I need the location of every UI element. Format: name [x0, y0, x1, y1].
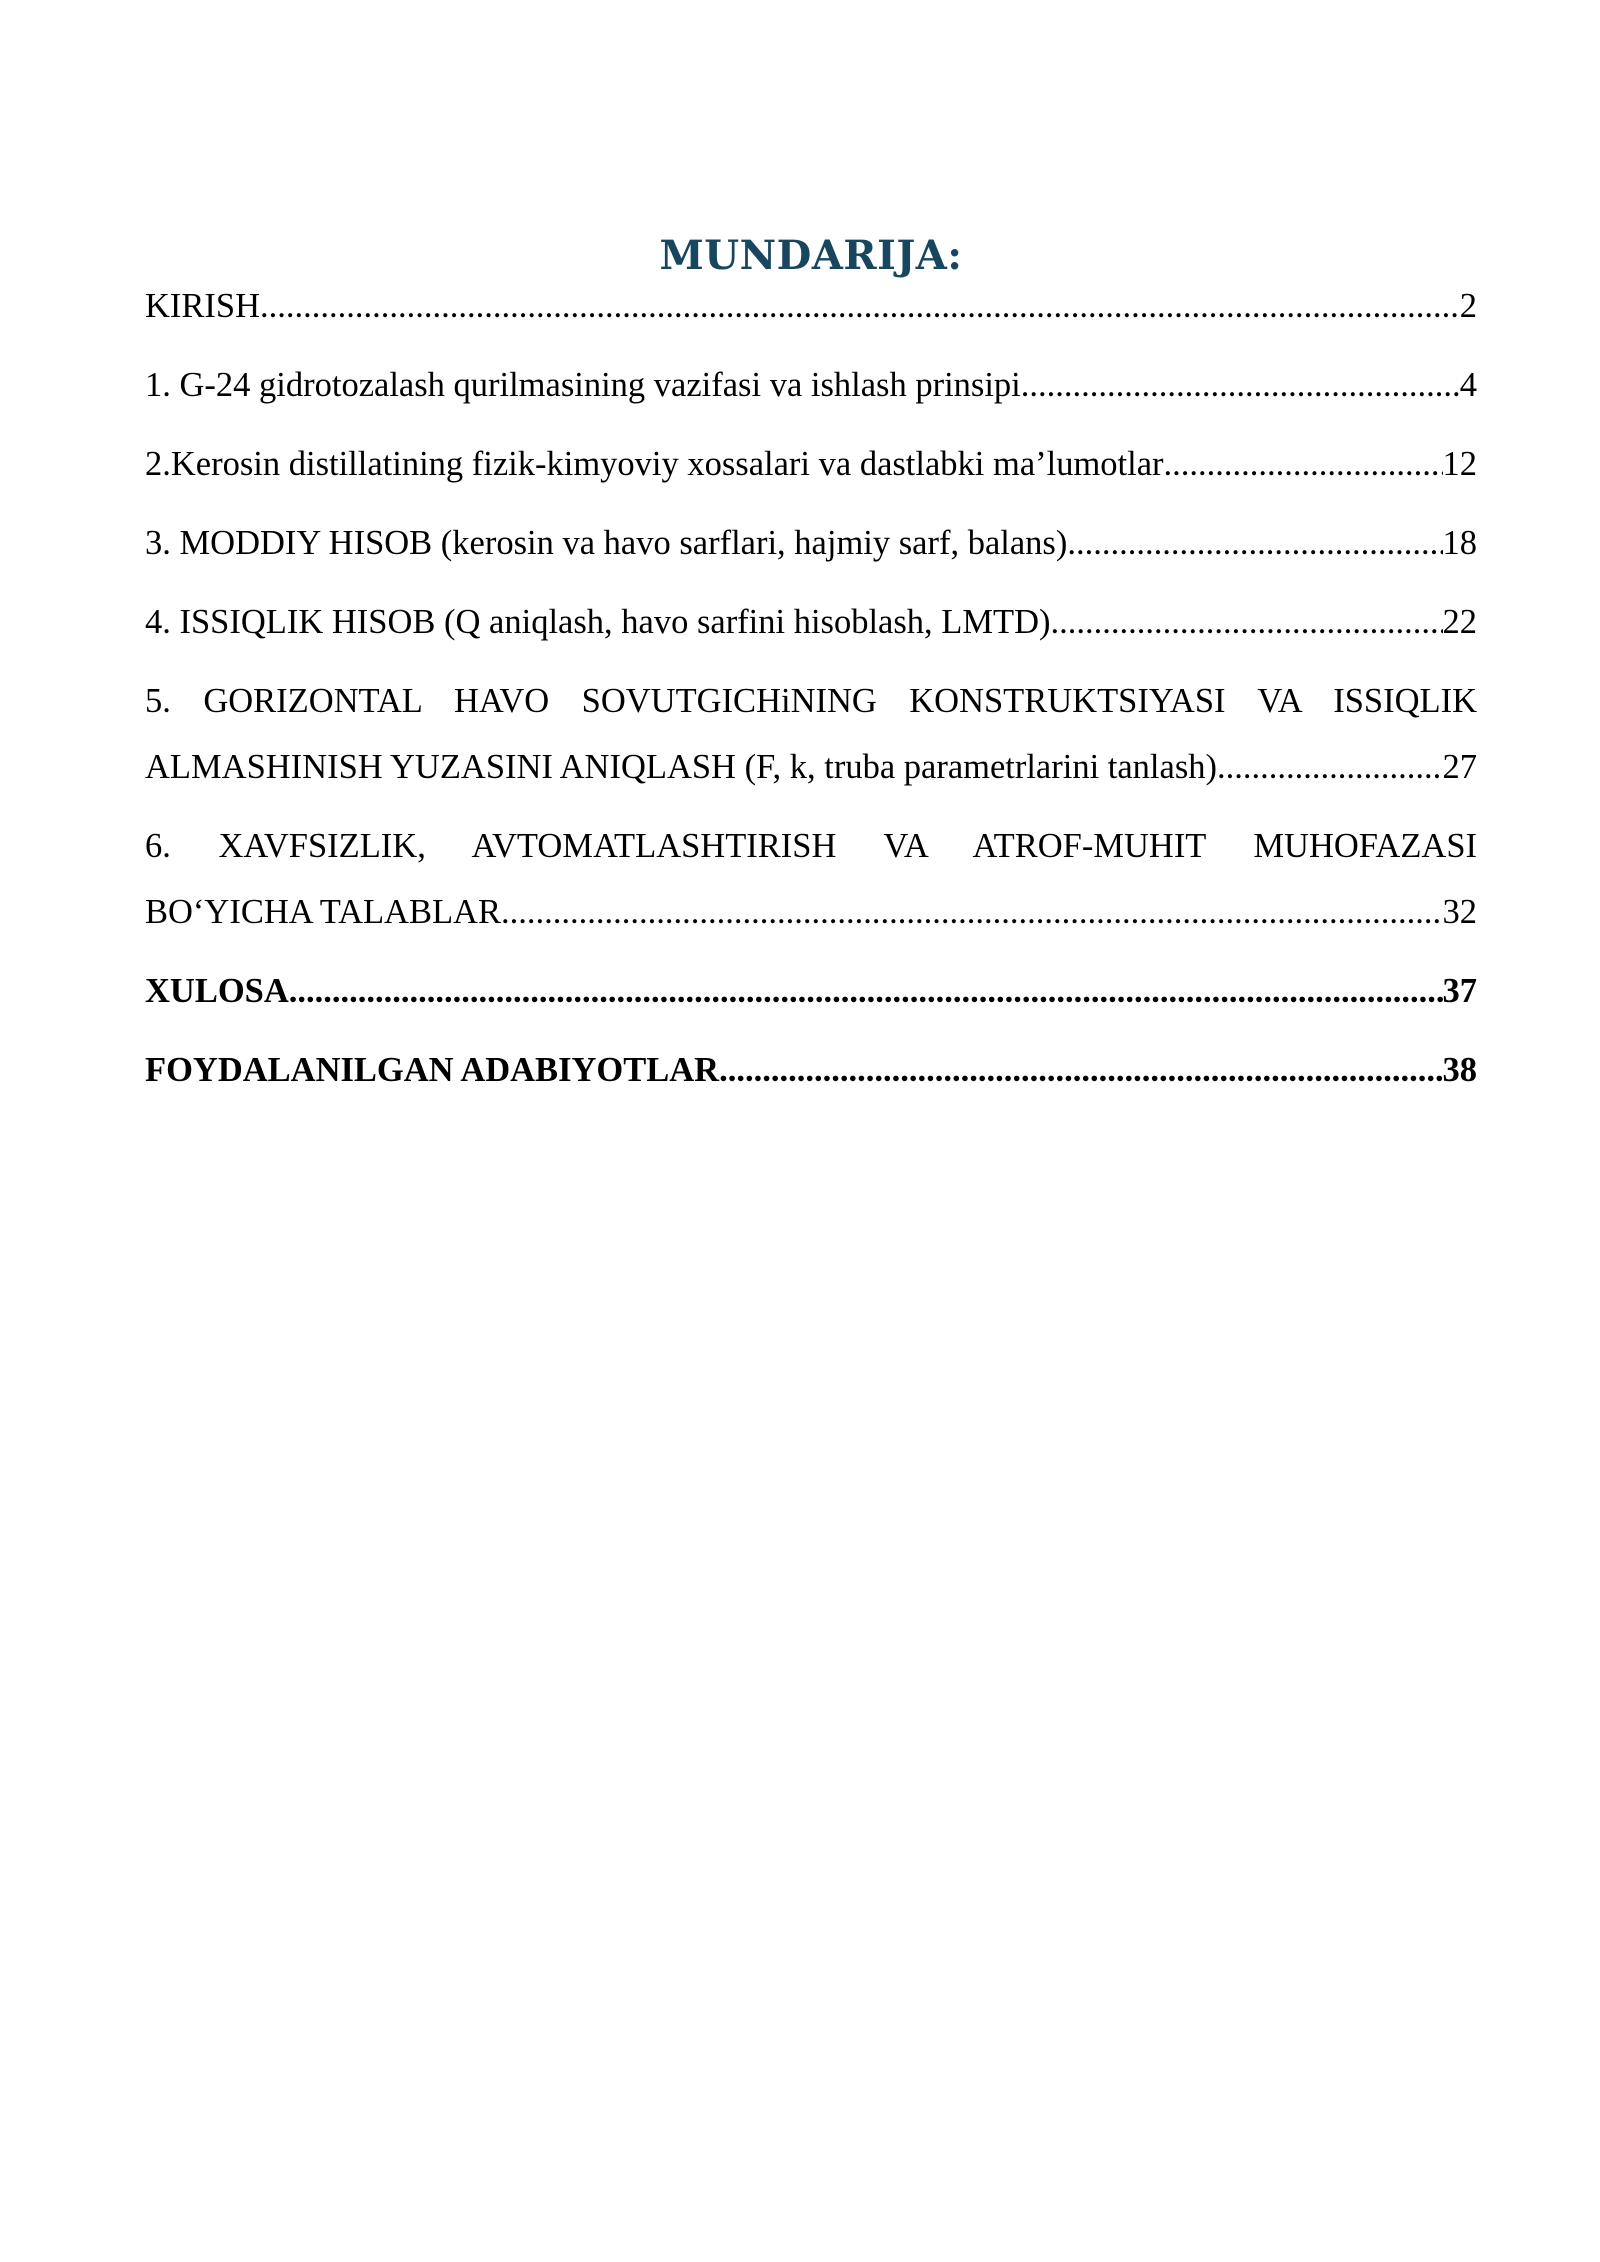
toc-leader-dots	[1217, 745, 1443, 789]
toc-leader-dots	[1164, 442, 1443, 486]
toc-entry-xulosa[interactable]	[145, 969, 1477, 1013]
toc-page-number: 18	[1442, 524, 1477, 562]
toc-leader-dots	[289, 969, 1443, 1013]
toc-entry-text-line-2: ALMASHINISH YUZASINI ANIQLASH (F, k, truba parametrlarini tanlash)	[145, 748, 1217, 786]
toc-page-number: 22	[1442, 603, 1477, 641]
toc-title: MUNDARIJA:	[659, 232, 963, 279]
toc-entry-text: 2.Kerosin distillatining fizik-kimyoviy xossalari va dastlabki ma’lumotlar	[145, 445, 1164, 483]
toc-page-number: 12	[1442, 445, 1477, 483]
toc-entry-text: 3. MODDIY HISOB (kerosin va havo sarflari, hajmiy sarf, balans)	[145, 524, 1068, 562]
toc-leader-dots	[1021, 363, 1460, 407]
toc-entry-chapter-6[interactable]	[145, 824, 1477, 934]
toc-entry-kirish[interactable]	[145, 284, 1477, 328]
toc-page-number: 38	[1442, 1051, 1477, 1089]
toc-entry-text-line-1: 5. GORIZONTAL HAVO SOVUTGICHiNING KONSTRUKTSIYASI VA ISSIQLIK	[145, 682, 1477, 720]
toc-page-number: 37	[1442, 972, 1477, 1010]
toc-entry-text-line-1: 6. XAVFSIZLIK, AVTOMATLASHTIRISH VA ATROF-MUHIT MUHOFAZASI	[145, 827, 1477, 865]
table-of-contents	[145, 228, 1477, 1092]
toc-page-number: 4	[1459, 366, 1477, 404]
toc-entry-text-line-2: BO‘YICHA TALABLAR	[145, 893, 501, 931]
toc-entry-chapter-3[interactable]	[145, 521, 1477, 565]
toc-entry-text: XULOSA	[145, 972, 289, 1010]
toc-entry-text: KIRISH	[145, 287, 261, 325]
toc-leader-dots	[501, 890, 1443, 934]
toc-entry-chapter-4[interactable]	[145, 600, 1477, 644]
toc-entry-text: 4. ISSIQLIK HISOB (Q aniqlash, havo sarfini hisoblash, LMTD)	[145, 603, 1051, 641]
toc-page-number: 27	[1442, 748, 1477, 786]
toc-entry-chapter-1[interactable]	[145, 363, 1477, 407]
toc-leader-dots	[1067, 521, 1442, 565]
toc-entry-chapter-5[interactable]	[145, 679, 1477, 789]
toc-leader-dots	[719, 1048, 1442, 1092]
toc-entry-chapter-2[interactable]	[145, 442, 1477, 486]
toc-page-number: 32	[1442, 893, 1477, 931]
toc-page-number: 2	[1459, 287, 1477, 325]
toc-leader-dots	[1051, 600, 1443, 644]
toc-entry-text: FOYDALANILGAN ADABIYOTLAR	[145, 1051, 720, 1089]
toc-entry-text: 1. G-24 gidrotozalash qurilmasining vazifasi va ishlash prinsipi	[145, 366, 1021, 404]
toc-leader-dots	[260, 284, 1460, 328]
toc-entry-adabiyotlar[interactable]	[145, 1048, 1477, 1092]
